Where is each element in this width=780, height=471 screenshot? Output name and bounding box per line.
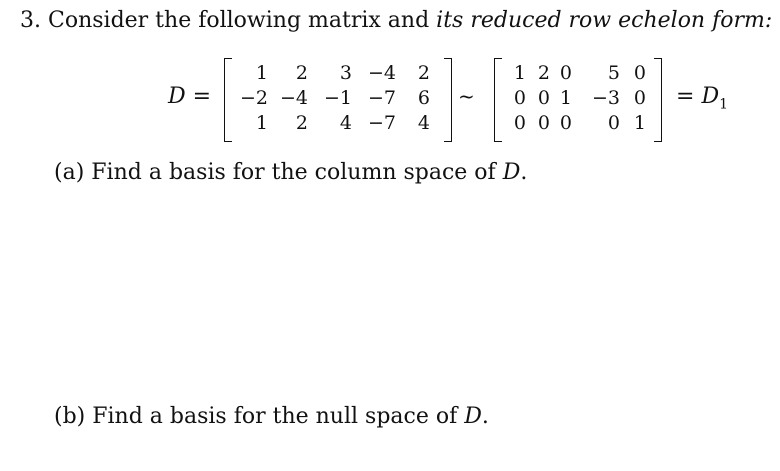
part-a-period: . (520, 160, 528, 185)
problem-number: 3. (20, 8, 41, 33)
matrix-d1-cell: 1 (559, 87, 572, 109)
matrix-d-label (168, 84, 211, 109)
matrix-d-cell: 2 (295, 112, 308, 134)
matrix-d-grid (236, 61, 440, 136)
matrix-d (224, 58, 452, 140)
problem-intro: Consider the following matrix and (48, 8, 430, 33)
matrix-d1-cell: 0 (607, 112, 620, 134)
matrix-d-cell: −4 (367, 62, 396, 84)
matrix-d1-cell: 1 (513, 62, 526, 84)
matrix-d1-label (676, 84, 728, 112)
left-bracket (494, 58, 502, 142)
matrix-d1-cell: 1 (633, 112, 646, 134)
matrix-d1-cell: −3 (591, 87, 620, 109)
matrix-d1-cell: 0 (559, 112, 572, 134)
matrix-d1-subscript: 1 (719, 96, 728, 113)
left-bracket (224, 58, 232, 142)
matrix-d-cell: −7 (367, 112, 396, 134)
matrix-d-cell: 4 (417, 112, 430, 134)
matrix-d-cell: −7 (367, 87, 396, 109)
matrix-d1-cell: 0 (513, 87, 526, 109)
matrix-d1-cell: 0 (537, 87, 550, 109)
matrix-d-cell: 4 (339, 112, 352, 134)
matrix-d-cell: 1 (255, 62, 268, 84)
part-b-label: (b) (54, 404, 86, 429)
right-bracket (654, 58, 662, 142)
problem-intro-italic: its reduced row echelon form: (436, 8, 773, 33)
part-a-var: D (502, 160, 521, 185)
part-a-label: (a) (54, 160, 85, 185)
part-b-var: D (464, 404, 482, 429)
matrix-d-cell: −1 (323, 87, 352, 109)
problem-statement (20, 8, 772, 33)
part-a-question (54, 160, 527, 185)
matrix-d-cell: 3 (339, 62, 352, 84)
matrix-d1-equals: = (676, 84, 695, 109)
matrix-d1-cell: 0 (633, 62, 646, 84)
matrix-d1-cell: 0 (559, 62, 572, 84)
matrix-d1-cell: 0 (633, 87, 646, 109)
matrix-d-equals: = (192, 84, 212, 109)
part-b-period: . (481, 404, 489, 429)
matrix-d1-cell: 0 (513, 112, 526, 134)
matrix-d-cell: 2 (417, 62, 430, 84)
matrix-d1-cell: 5 (607, 62, 620, 84)
matrix-d1 (494, 58, 662, 140)
matrix-d-cell: −2 (239, 87, 268, 109)
row-equivalent-symbol: ~ (458, 84, 475, 108)
part-a-text: Find a basis for the column space of (91, 160, 496, 185)
matrix-d1-name: D (701, 84, 720, 109)
matrix-d1-grid (506, 61, 650, 136)
matrix-d-cell: −4 (279, 87, 308, 109)
matrix-d-cell: 1 (255, 112, 268, 134)
part-b-question (54, 404, 489, 429)
matrix-d1-cell: 2 (537, 62, 550, 84)
matrix-d-cell: 2 (295, 62, 308, 84)
matrix-d-name: D (168, 84, 186, 109)
part-b-text: Find a basis for the null space of (92, 404, 458, 429)
right-bracket (444, 58, 452, 142)
matrix-d-cell: 6 (417, 87, 430, 109)
matrix-d1-cell: 0 (537, 112, 550, 134)
